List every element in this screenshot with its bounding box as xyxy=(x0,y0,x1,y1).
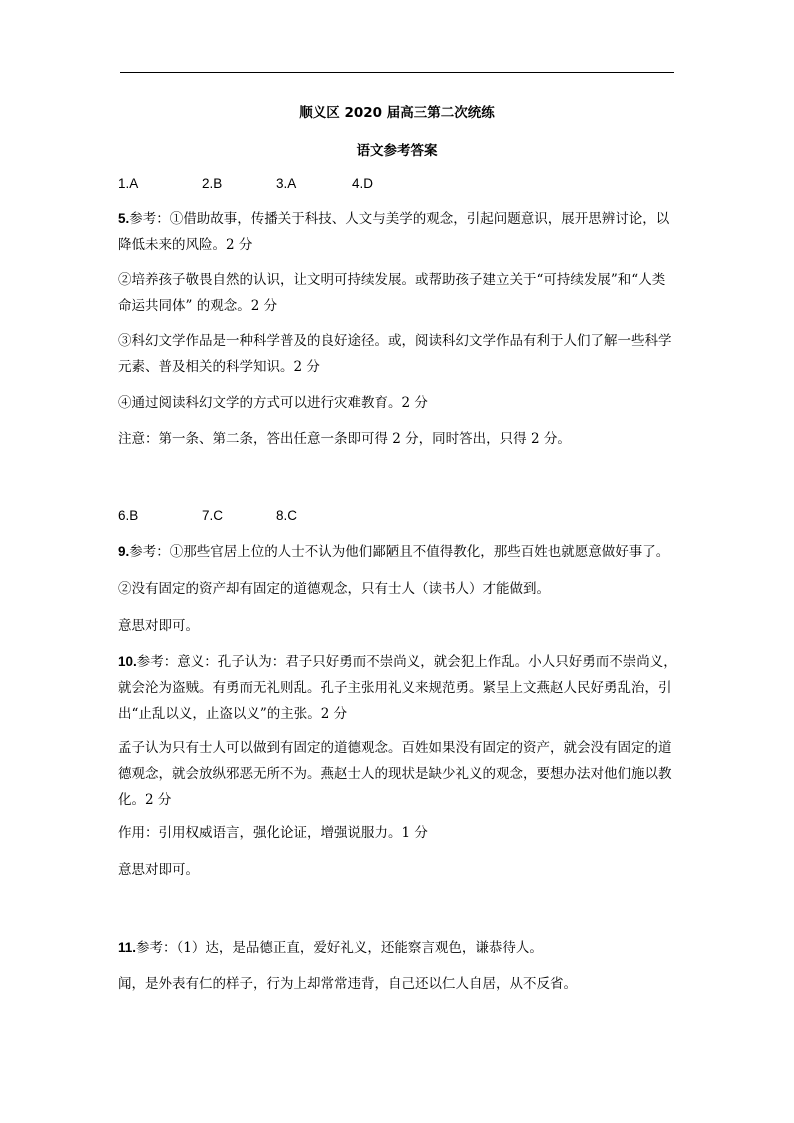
q5-paragraph-1 xyxy=(118,206,678,258)
q5-paragraph-2: ②培养孩子敬畏自然的认识，让文明可持续发展。或帮助孩子建立关于“可持续发展”和“人类命运共同体” 的观念。2 分 xyxy=(118,272,666,314)
q10-paragraph-3: 作用：引用权威语言，强化论证，增强说服力。1 分 xyxy=(118,825,428,841)
q9-paragraph-2: ②没有固定的资产却有固定的道德观念，只有士人（读书人）才能做到。 xyxy=(118,581,550,597)
answers-row-1 xyxy=(118,171,373,197)
q10-paragraph-2: 孟子认为只有士人可以做到有固定的道德观念。百姓如果没有固定的资产，就会没有固定的道德观念，就会放纵邪恶无所不为。燕赵士人的现状是缺少礼义的观念，要想办法对他们施以教化。2 分 xyxy=(118,740,672,808)
q10-paragraph-4: 意思对即可。 xyxy=(118,862,199,878)
answer-3: 3.A xyxy=(276,176,297,191)
question-number: 9. xyxy=(118,544,130,559)
q5-paragraph-3: ③科幻文学作品是一种科学普及的良好途径。或，阅读科幻文学作品有利于人们了解一些科学元素、普及相关的科学知识。2 分 xyxy=(118,333,672,375)
answer-4: 4.D xyxy=(352,176,374,191)
answers-row-2 xyxy=(118,503,297,529)
answer-6: 6.B xyxy=(118,508,139,523)
q5-paragraph-4: ④通过阅读科幻文学的方式可以进行灾难教育。2 分 xyxy=(118,395,428,411)
q11-text-1: 参考：（1）达，是品德正直，爱好礼义，还能察言观色，谦恭待人。 xyxy=(136,940,543,956)
q11-paragraph-2: 闻，是外表有仁的样子，行为上却常常违背，自己还以仁人自居，从不反省。 xyxy=(118,976,577,992)
header-rule xyxy=(120,72,674,73)
q9-paragraph-3: 意思对即可。 xyxy=(118,618,199,634)
q9-text-1: 参考：①那些官居上位的人士不认为他们鄙陋且不值得教化，那些百姓也就愿意做好事了。 xyxy=(129,544,670,560)
question-number: 5. xyxy=(118,211,130,226)
document-title: 顺义区 2020 届高三第二次统练 xyxy=(299,105,495,121)
document-subtitle: 语文参考答案 xyxy=(356,143,438,159)
answer-8: 8.C xyxy=(276,508,298,523)
answer-1: 1.A xyxy=(118,176,139,191)
q5-text-1: 参考：①借助故事，传播关于科技、人文与美学的观念，引起问题意识，展开思辨讨论，以降低未来的风险。2 分 xyxy=(118,211,670,253)
q10-paragraph-1 xyxy=(118,649,678,727)
q9-paragraph-1 xyxy=(118,539,678,565)
answer-2: 2.B xyxy=(202,176,223,191)
question-number: 10. xyxy=(118,654,137,669)
q11-paragraph-1 xyxy=(118,935,678,961)
q5-note: 注意：第一条、第二条，答出任意一条即可得 2 分，同时答出，只得 2 分。 xyxy=(118,431,571,447)
question-number: 11. xyxy=(118,940,137,955)
q10-text-1: 参考：意义：孔子认为：君子只好勇而不崇尚义，就会犯上作乱。小人只好勇而不崇尚义，就会沦为盗贼。有勇而无礼则乱。孔子主张用礼义来规范勇。紧呈上文燕赵人民好勇乱治，引出“止乱以义，止盗以义”的主张。2 分 xyxy=(118,654,677,722)
answer-7: 7.C xyxy=(202,508,224,523)
